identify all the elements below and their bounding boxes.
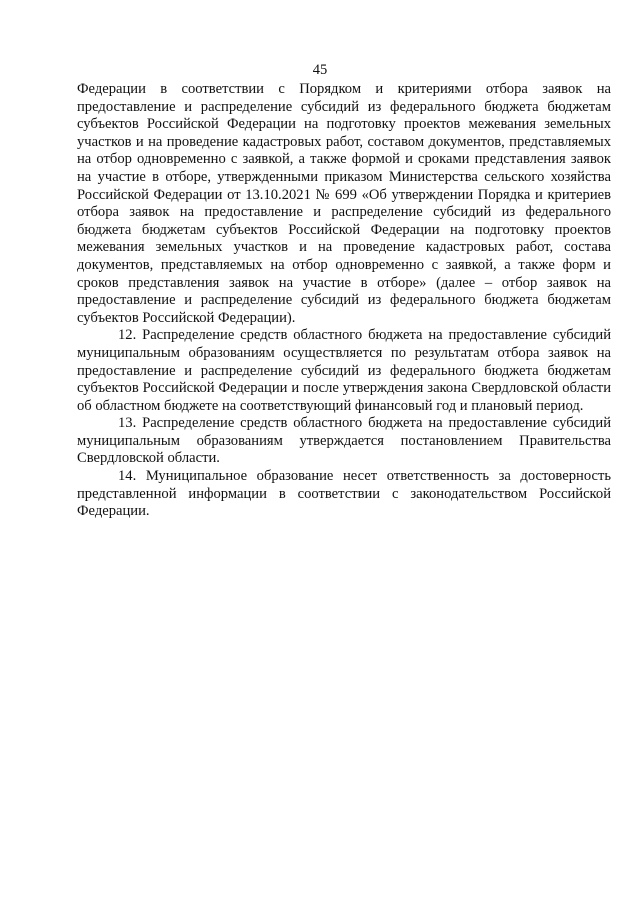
document-body	[77, 81, 611, 521]
paragraph-12: 12. Распределение средств областного бюджета на предоставление субсидий муниципальным образованиям осуществляется по результатам отбора заявок на предоставление и распределение субсидий из федерального бюджета бюджетам субъектов Российской Федерации и после утверждения закона Свердловской области об областном бюджете на соответствующий финансовый год и плановый период.	[77, 327, 611, 414]
paragraph-14: 14. Муниципальное образование несет ответственность за достоверность представленной информации в соответствии с законодательством Российской Федерации.	[77, 468, 611, 520]
paragraph-13: 13. Распределение средств областного бюджета на предоставление субсидий муниципальным образованиям утверждается постановлением Правительства Свердловской области.	[77, 415, 611, 467]
page-number: 45	[312, 62, 328, 78]
paragraph-continuation: Федерации в соответствии с Порядком и критериями отбора заявок на предоставление и распределение субсидий из федерального бюджета бюджетам субъектов Российской Федерации на подготовку проектов межевания земельных участков и на проведение кадастровых работ, составом документов, представляемых на отбор одновременно с заявкой, а также формой и сроками представления заявок на участие в отборе, утвержденными приказом Министерства сельского хозяйства Российской Федерации от 13.10.2021 № 699 «Об утверждении Порядка и критериев отбора заявок на предоставление и распределение субсидий из федерального бюджета бюджетам субъектов Российской Федерации на подготовку проектов межевания земельных участков и на проведение кадастровых работ, состава документов, представляемых на отбор одновременно с заявкой, а также форм и сроков представления заявок на участие в отборе» (далее – отбор заявок на предоставление и распределение субсидий из федерального бюджета бюджетам субъектов Российской Федерации).	[77, 81, 611, 326]
